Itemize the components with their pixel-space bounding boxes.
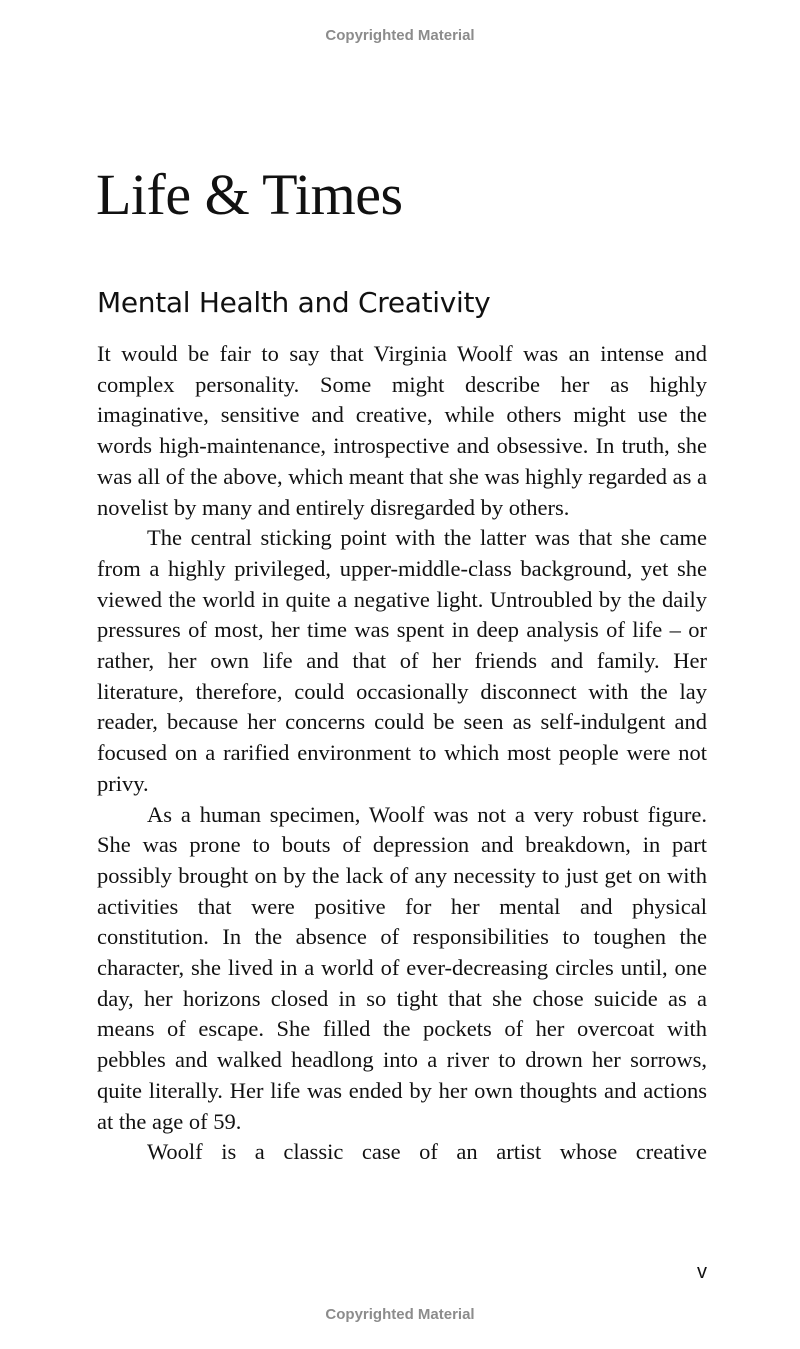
body-text [97, 339, 707, 1168]
paragraph: As a human specimen, Woolf was not a very robust figure. She was prone to bouts of depression and breakdown, in part possibly brought on by the lack of any necessity to just get on with activities that were positive for her mental and physical constitution. In the absence of responsibilities to toughen the character, she lived in a world of ever-decreasing circles until, one day, her horizons closed in so tight that she chose suicide as a means of escape. She filled the pockets of her overcoat with pebbles and walked headlong into a river to drown her sorrows, quite literally. Her life was ended by her own thoughts and actions at the age of 59. [97, 801, 707, 1134]
paragraph: The central sticking point with the latter was that she came from a highly privileged, upper-middle-class background, yet she viewed the world in quite a negative light. Untroubled by the daily pressures of most, her time was spent in deep analysis of life – or rather, her own life and that of her friends and family. Her literature, therefore, could occasionally disconnect with the lay reader, because her concerns could be seen as self-indulgent and focused on a rarified environment to which most people were not privy. [97, 525, 707, 796]
chapter-title: Life & Times [96, 162, 403, 227]
section-heading: Mental Health and Creativity [97, 286, 491, 319]
copyright-watermark-bottom: Copyrighted Material [325, 1306, 475, 1323]
copyright-watermark-top: Copyrighted Material [325, 27, 475, 44]
paragraph: Woolf is a classic case of an artist whose creative [147, 1139, 707, 1165]
page-number: v [697, 1261, 707, 1283]
paragraph: It would be fair to say that Virginia Woolf was an intense and complex personality. Some might describe her as highly imaginative, sensitive and creative, while others might use the words high-maintenance, introspective and obsessive. In truth, she was all of the above, which meant that she was highly regarded as a novelist by many and entirely disregarded by others. [97, 341, 707, 520]
